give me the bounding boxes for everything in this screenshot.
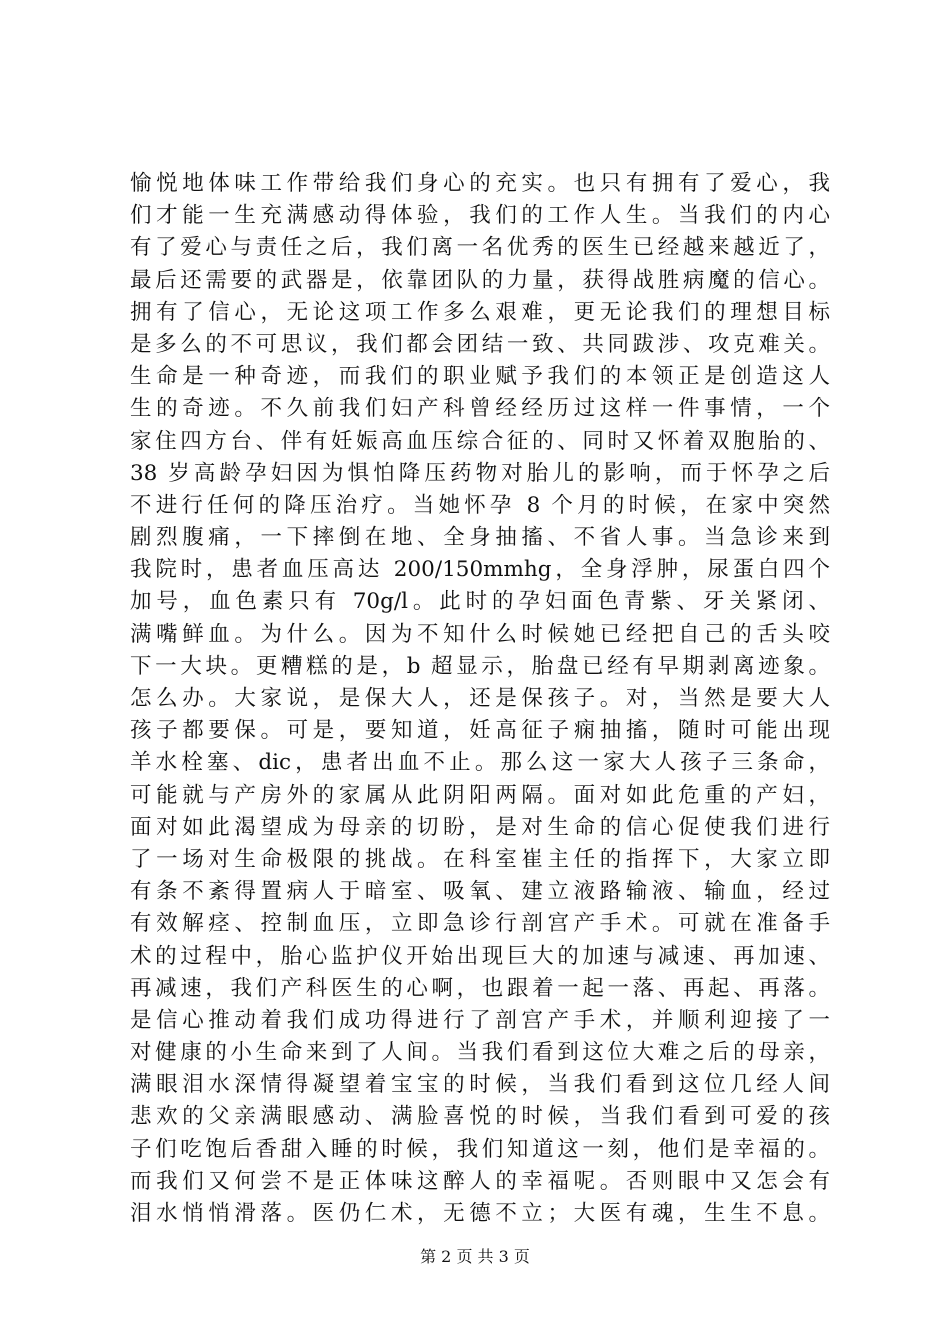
text-line: 拥有了信心，无论这项工作多么艰难，更无论我们的理想目标 [130, 299, 830, 325]
text-line: 愉悦地体味工作带给我们身心的充实。也只有拥有了爱心，我 [130, 171, 830, 196]
text-line: 而我们又何尝不是正体味这醉人的幸福呢。否则眼中又怎会有 [130, 1168, 830, 1194]
text-line: 生的奇迹。不久前我们妇产科曾经经历过这样一件事情，一个 [130, 396, 830, 422]
text-line: 加号，血色素只有 70g/l。此时的孕妇面色青紫、牙关紧闭、 [130, 589, 830, 615]
text-line: 不进行任何的降压治疗。当她怀孕 8 个月的时候，在家中突然 [130, 492, 830, 518]
text-line: 下一大块。更糟糕的是，b 超显示，胎盘已经有早期剥离迹象。 [130, 653, 830, 679]
text-line: 最后还需要的武器是，依靠团队的力量，获得战胜病魔的信心。 [130, 267, 830, 293]
text-line: 悲欢的父亲满眼感动、满脸喜悦的时候，当我们看到可爱的孩 [130, 1104, 830, 1130]
text-line: 了一场对生命极限的挑战。在科室崔主任的指挥下，大家立即 [130, 846, 830, 872]
text-line: 家住四方台、伴有妊娠高血压综合征的、同时又怀着双胞胎的、 [130, 428, 830, 454]
text-line: 孩子都要保。可是，要知道，妊高征子痫抽搐，随时可能出现 [130, 718, 830, 744]
text-line: 怎么办。大家说，是保大人，还是保孩子。对，当然是要大人 [130, 686, 830, 711]
text-line: 生命是一种奇迹，而我们的职业赋予我们的本领正是创造这人 [130, 364, 830, 390]
body-text [130, 168, 830, 1230]
page-number-label: 第 2 页 共 3 页 [420, 1247, 530, 1266]
text-line: 可能就与产房外的家属从此阴阳两隔。面对如此危重的产妇， [130, 782, 830, 808]
text-line: 们才能一生充满感动得体验，我们的工作人生。当我们的内心 [130, 203, 830, 229]
text-line: 再减速，我们产科医生的心啊，也跟着一起一落、再起、再落。 [130, 975, 830, 1001]
text-line: 有了爱心与责任之后，我们离一名优秀的医生已经越来越近了， [130, 235, 830, 261]
text-line: 面对如此渴望成为母亲的切盼，是对生命的信心促使我们进行 [130, 814, 830, 840]
text-line: 是多么的不可思议，我们都会团结一致、共同跋涉、攻克难关。 [130, 331, 830, 357]
text-line: 术的过程中，胎心监护仪开始出现巨大的加速与减速、再加速、 [130, 943, 830, 969]
text-line: 羊水栓塞、dic，患者出血不止。那么这一家大人孩子三条命， [130, 750, 830, 776]
text-line: 对健康的小生命来到了人间。当我们看到这位大难之后的母亲， [130, 1040, 830, 1066]
page-footer [0, 1244, 950, 1267]
text-line: 泪水悄悄滑落。医仍仁术，无德不立；大医有魂，生生不息。 [130, 1201, 830, 1226]
text-line: 剧烈腹痛，一下摔倒在地、全身抽搐、不省人事。当急诊来到 [130, 525, 830, 551]
text-line: 满眼泪水深情得凝望着宝宝的时候，当我们看到这位几经人间 [130, 1072, 830, 1098]
text-line: 我院时，患者血压高达 200/150mmhg，全身浮肿，尿蛋白四个 [130, 557, 830, 583]
text-line: 是信心推动着我们成功得进行了剖宫产手术，并顺利迎接了一 [130, 1007, 830, 1033]
text-line: 有效解痉、控制血压，立即急诊行剖宫产手术。可就在准备手 [130, 911, 830, 937]
text-line: 满嘴鲜血。为什么。因为不知什么时候她已经把自己的舌头咬 [130, 621, 830, 647]
text-line: 38 岁高龄孕妇因为惧怕降压药物对胎儿的影响，而于怀孕之后 [130, 460, 830, 486]
text-line: 子们吃饱后香甜入睡的时候，我们知道这一刻，他们是幸福的。 [130, 1136, 830, 1162]
text-line: 有条不紊得置病人于暗室、吸氧、建立液路输液、输血，经过 [130, 879, 830, 905]
